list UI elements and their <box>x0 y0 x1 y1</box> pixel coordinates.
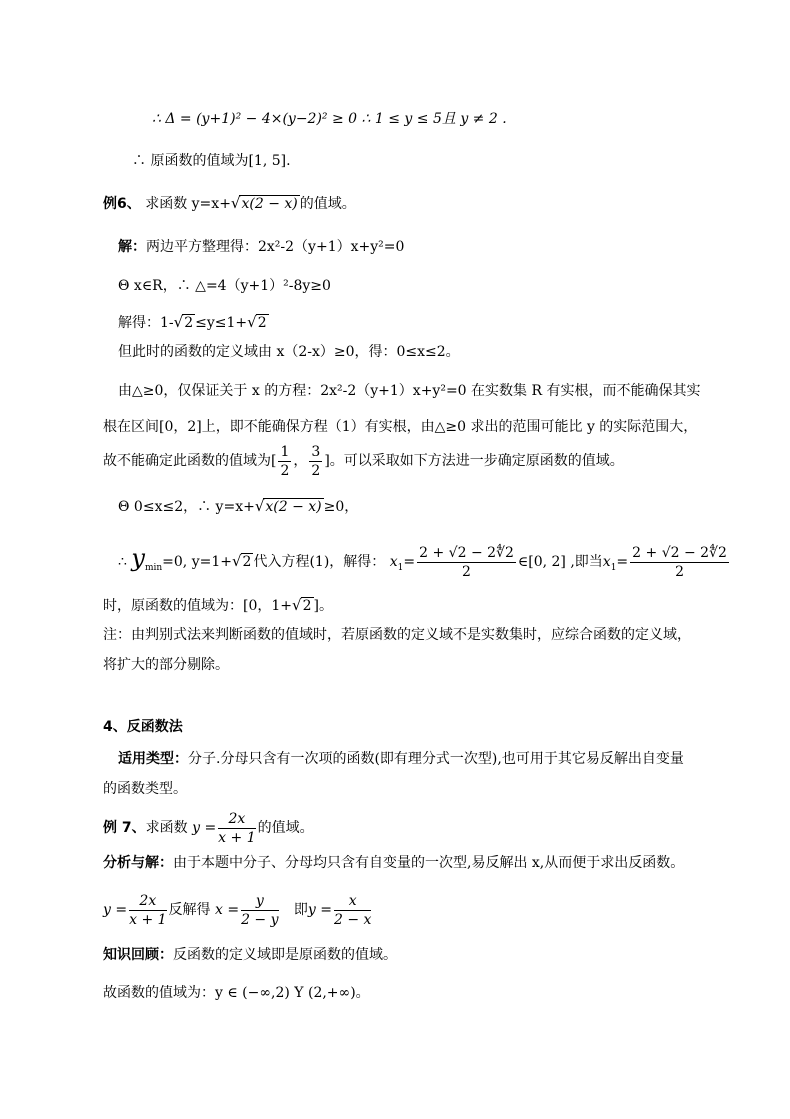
final-range-line: 故函数的值域为：y ∈ (−∞,2) Υ (2,+∞)。 <box>103 985 370 1001</box>
theta-line: Θ x∈R，∴ △=4（y+1）²-8y≥0 <box>118 278 331 294</box>
solve-line: 解得：1-√2 ≤y≤1+√2 <box>118 313 267 331</box>
example-6: 例6、 求函数 y=x+√x(2 − x) 的值域。 <box>103 194 356 212</box>
paragraph-line-2: 根在区间[0，2]上，即不能确保方程（1）有实根，由△≥0 求出的范围可能比 y 的实际范围大， <box>103 419 698 435</box>
y-min-symbol: y <box>131 544 145 572</box>
example-6-question-pre: 求函数 y=x+ <box>145 196 231 212</box>
analysis-line <box>103 853 684 873</box>
knowledge-text: 反函数的定义域即是原函数的值域。 <box>173 947 397 963</box>
section-4-heading: 4、反函数法 <box>103 719 183 735</box>
solution-label: 解： <box>118 239 146 255</box>
example-7-label: 例 7、 <box>103 820 146 836</box>
analysis-text: 由于本题中分子、分母均只含有自变量的一次型,易反解出 x,从而便于求出反函数。 <box>173 855 685 871</box>
sqrt-2-a: 2 <box>184 315 194 331</box>
range-result: ∴ 原函数的值域为[1, 5]. <box>132 153 291 169</box>
analysis-label: 分析与解： <box>103 855 173 871</box>
inverse-fraction-2: $\frac{y}{2 - y}$ <box>241 892 279 928</box>
when-line: 时，原函数的值域为：[0，1+√2 ]。 <box>103 596 333 614</box>
solution-text: 两边平方整理得：2x²-2（y+1）x+y²=0 <box>146 239 405 255</box>
paragraph-line-1: 由△≥0，仅保证关于 x 的方程：2x²-2（y+1）x+y²=0 在实数集 R 有实根，而不能确保其实 <box>118 383 701 399</box>
solve-mid: ≤y≤1+ <box>195 315 248 331</box>
example-6-radicand: x(2 − x) <box>241 196 298 212</box>
theta-zero-radicand: x(2 − x) <box>265 499 322 515</box>
inverse-fraction-3: $\frac{x}{2 - x}$ <box>333 892 372 928</box>
ymin-line: ∴ $y_{min}=0$, y=1+√2 代入方程(1)，解得： $x_1=$ $\frac{2 + √2 - 2∜2}{2}$ ∈[0, 2] ,即当$x_1=$ $\frac{2 + √2 - 2∜2}{2}$ <box>118 544 727 580</box>
note-line-2: 将扩大的部分剔除。 <box>103 657 229 673</box>
apply-type-label: 适用类型： <box>118 751 188 767</box>
example-7-fraction: $\frac{2x}{x + 1}$ <box>218 810 256 846</box>
para3-post: ]。可以采取如下方法进一步确定原函数的值域。 <box>324 453 624 469</box>
para3-pre: 故不能确定此函数的值域为[ <box>103 453 277 469</box>
knowledge-label: 知识回顾： <box>103 947 173 963</box>
apply-type-line-2: 的函数类型。 <box>103 781 187 797</box>
delta-inequality: ∴ Δ = (y+1)² − 4×(y−2)² ≥ 0 ∴ 1 ≤ y ≤ 5且 y ≠ 2 . <box>152 111 507 127</box>
theta-zero-line: Θ 0≤x≤2，∴ y=x+√x(2 − x) ≥0， <box>118 497 359 515</box>
fraction-three-halves: $\frac{3}{2}$ <box>311 443 321 479</box>
knowledge-line <box>103 945 397 965</box>
inverse-line: y = $\frac{2x}{x + 1}$ 反解得 x = $\frac{y}{2 - y}$ 即y = $\frac{x}{2 - x}$ <box>103 892 372 928</box>
inverse-fraction-1: $\frac{2x}{x + 1}$ <box>129 892 167 928</box>
example-6-question-post: 的值域。 <box>299 196 356 212</box>
paragraph-line-3: 故不能确定此函数的值域为[ $\frac{1}{2}$ ， $\frac{3}{2}$ ]。可以采取如下方法进一步确定原函数的值域。 <box>103 443 624 479</box>
sqrt-2-b: 2 <box>257 315 267 331</box>
fraction-x1-value: $\frac{2 + √2 - 2∜2}{2}$ <box>419 544 514 580</box>
solve-pre: 解得：1- <box>118 315 174 331</box>
example-7: 例 7、求函数 y = $\frac{2x}{x + 1}$ 的值域。 <box>103 810 314 846</box>
note-line-1: 注：由判别式法来判断函数的值域时，若原函数的定义域不是实数集时，应综合函数的定义域， <box>103 627 691 643</box>
example-6-label: 例6、 <box>103 196 141 212</box>
apply-type-text: 分子.分母只含有一次项的函数(即有理分式一次型),也可用于其它易反解出自变量 <box>188 751 684 767</box>
domain-line: 但此时的函数的定义域由 x（2-x）≥0，得：0≤x≤2。 <box>118 344 460 360</box>
apply-type-line <box>118 749 684 769</box>
solution-line <box>118 237 404 257</box>
fraction-x1-value-2: $\frac{2 + √2 - 2∜2}{2}$ <box>632 544 727 580</box>
fraction-one-half: $\frac{1}{2}$ <box>280 443 290 479</box>
